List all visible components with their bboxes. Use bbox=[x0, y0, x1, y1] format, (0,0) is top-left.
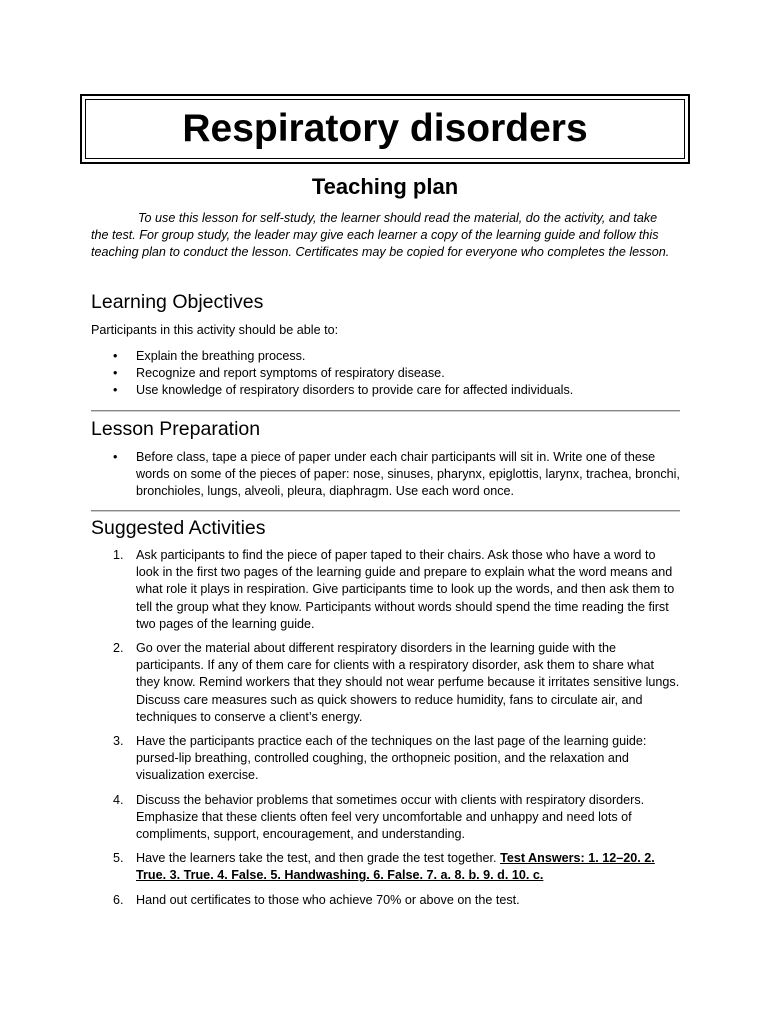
list-item bbox=[91, 365, 681, 382]
list-item bbox=[91, 547, 681, 633]
list-item bbox=[91, 733, 681, 785]
preparation-heading: Lesson Preparation bbox=[91, 418, 261, 440]
activities-list bbox=[91, 547, 681, 916]
bullet-icon: • bbox=[113, 383, 118, 398]
bullet-icon: • bbox=[113, 349, 118, 363]
list-item bbox=[91, 449, 681, 501]
step-number: 2. bbox=[113, 641, 124, 656]
section-divider bbox=[91, 510, 680, 512]
test-answers: Test Answers: 1. 12–20. 2. True. 3. True. 4. False. 5. Handwashing. 6. False. 7. a. 8. b. 9. d. 10. c. bbox=[136, 851, 655, 883]
preparation-list bbox=[91, 449, 681, 501]
step-number: 3. bbox=[113, 734, 124, 749]
list-item-text: Recognize and report symptoms of respiratory disease. bbox=[136, 366, 445, 381]
list-item-text: Use knowledge of respiratory disorders to provide care for affected individuals. bbox=[136, 383, 574, 398]
list-item bbox=[91, 850, 681, 884]
step-number: 1. bbox=[113, 548, 124, 562]
list-item-text: Go over the material about different respiratory disorders in the learning guide with the participants. If any of them care for clients with a respiratory disorder, ask them to share what they know. Remind workers that they should not wear perfume because it irritates sensitive lungs. Discuss care measures such as quick showers to reduce humidity, fans to circulate air, and techniques to conserve a client’s energy. bbox=[136, 641, 680, 724]
document-title: Respiratory disorders bbox=[182, 107, 588, 150]
list-item-text: Explain the breathing process. bbox=[136, 349, 306, 363]
bullet-icon: • bbox=[113, 366, 118, 381]
document-subtitle: Teaching plan bbox=[311, 174, 459, 199]
section-divider bbox=[91, 410, 680, 412]
list-item-text: Before class, tape a piece of paper under each chair participants will sit in. Write one of these words on some of the pieces of paper: nose, sinuses, pharynx, epiglottis, larynx, trachea, bronchi, bronchioles, lungs, alveoli, pleura, diaphragm. Use each word once. bbox=[136, 450, 680, 499]
list-item bbox=[91, 792, 681, 844]
intro-paragraph: To use this lesson for self-study, the learner should read the material, do the activity, and take the test. For group study, the leader may give each learner a copy of the learning guide and follow this teaching plan to conduct the lesson. Certificates may be copied for everyone who completes the lesson. bbox=[91, 211, 670, 260]
list-item bbox=[91, 348, 681, 365]
objectives-heading: Learning Objectives bbox=[91, 291, 264, 313]
step-number: 6. bbox=[113, 892, 124, 907]
objectives-lead: Participants in this activity should be able to: bbox=[91, 323, 339, 337]
list-item-text: Have the participants practice each of the techniques on the last page of the learning guide: pursed-lip breathing, controlled coughing, the orthopneic position, and the relaxation and visualization exercise. bbox=[136, 734, 647, 783]
list-item bbox=[91, 640, 681, 726]
list-item-text: Have the learners take the test, and then grade the test together. bbox=[136, 851, 501, 866]
step-number: 5. bbox=[113, 851, 124, 866]
list-item bbox=[91, 382, 681, 399]
title-box bbox=[80, 94, 690, 164]
list-item-text: Ask participants to find the piece of paper taped to their chairs. Ask those who have a word to look in the first two pages of the learning guide and prepare to explain what the word means and what role it plays in respiration. Give participants time to look up the words, and then ask them to tell the group what they know. Participants without words should spend the time reading the first two pages of the learning guide. bbox=[136, 548, 675, 631]
objectives-list bbox=[91, 348, 681, 400]
bullet-icon: • bbox=[113, 450, 118, 464]
list-item-text: Hand out certificates to those who achieve 70% or above on the test. bbox=[136, 892, 520, 907]
list-item-text: Discuss the behavior problems that sometimes occur with clients with respiratory disorders. Emphasize that these clients often feel very uncomfortable and unhappy and need lots of compliments, support, encouragement, and understanding. bbox=[136, 792, 645, 842]
list-item bbox=[91, 892, 681, 909]
step-number: 4. bbox=[113, 792, 124, 807]
activities-heading: Suggested Activities bbox=[91, 517, 266, 539]
title-box-inner bbox=[85, 99, 685, 159]
